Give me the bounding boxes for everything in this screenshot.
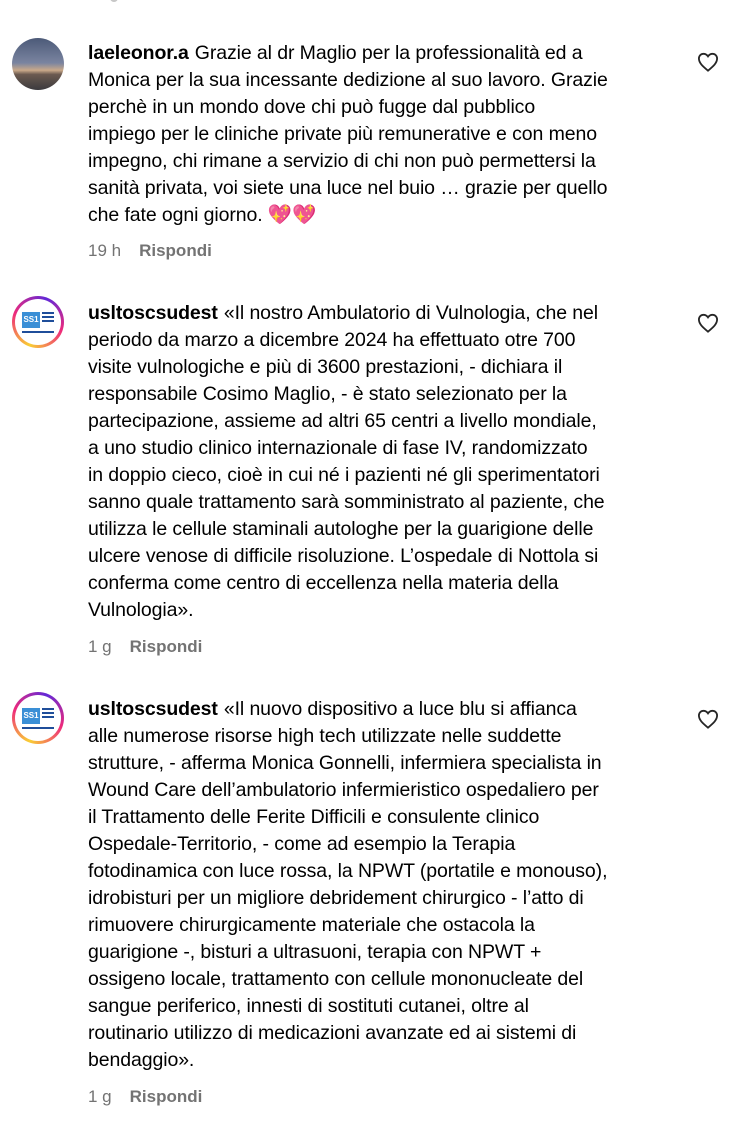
comment-body bbox=[88, 696, 683, 1074]
avatar[interactable] bbox=[12, 38, 64, 90]
comment-timestamp: 1 g bbox=[88, 1087, 112, 1106]
comment-body bbox=[88, 40, 683, 229]
comment-meta bbox=[88, 241, 212, 261]
comment-timestamp: 1 g bbox=[88, 637, 112, 656]
scroll-remnant-dot bbox=[110, 0, 118, 2]
comment-text: Grazie al dr Maglio per la professionalità ed a Monica per la sua incessante dedizione al suo lavoro. Grazie perchè in un mondo dove chi può fugge dal pubblico impiego per le cliniche private più remunerative e con meno impegno, chi rimane a servizio di chi non può permettersi la sanità privata, voi siete una luce nel buio … grazie per quello che fate ogni giorno. 💖💖 bbox=[88, 42, 608, 226]
comment-text: «Il nostro Ambulatorio di Vulnologia, che nel periodo da marzo a dicembre 2024 ha effettuato otre 700 visite vulnologiche e più di 3600 prestazioni, - dichiara il responsabile Cosimo Maglio, - è stato selezionato per la partecipazione, assieme ad altri 65 centri a livello mondiale, a uno studio clinico internazionale di fase IV, randomizzato in doppio cieco, cioè in cui né i pazienti né gli sperimentatori sanno quale trattamento sarà somministrato al paziente, che utilizza le cellule staminali autologhe per la guarigione delle ulcere venose di difficile risoluzione. L’ospedale di Nottola si conferma come centro di eccellenza nella materia della Vulnologia». bbox=[88, 302, 605, 621]
comment-meta bbox=[88, 1087, 202, 1107]
reply-button[interactable]: Rispondi bbox=[139, 241, 212, 260]
comment-username[interactable]: usltoscsudest bbox=[88, 302, 218, 324]
avatar[interactable] bbox=[12, 692, 64, 744]
heart-icon[interactable] bbox=[697, 313, 719, 333]
comment-username[interactable]: usltoscsudest bbox=[88, 698, 218, 720]
comment-body bbox=[88, 300, 683, 624]
logo-icon: SS1 bbox=[18, 698, 58, 738]
heart-icon[interactable] bbox=[697, 709, 719, 729]
avatar[interactable] bbox=[12, 296, 64, 348]
comment-username[interactable]: laeleonor.a bbox=[88, 42, 189, 64]
heart-icon[interactable] bbox=[697, 52, 719, 72]
comment-text: «Il nuovo dispositivo a luce blu si affianca alle numerose risorse high tech utilizzate nelle suddette strutture, - afferma Monica Gonnelli, infermiera specialista in Wound Care dell’ambulatorio infermieristico ospedaliero per il Trattamento delle Ferite Difficili e consulente clinico Ospedale-Territorio, - come ad esempio la Terapia fotodinamica con luce rossa, la NPWT (portatile e monouso), idrobisturi per un migliore debridement chirurgico - l’atto di rimuovere chirurgicamente materiale che ostacola la guarigione -, bisturi a ultrasuoni, terapia con NPWT + ossigeno locale, trattamento con cellule mononucleate del sangue periferico, innesti di sostituti cutanei, oltre al routinario utilizzo di medicazioni avanzate ed ai sistemi di bendaggio». bbox=[88, 698, 608, 1071]
comment-meta bbox=[88, 637, 202, 657]
reply-button[interactable]: Rispondi bbox=[129, 637, 203, 656]
reply-button[interactable]: Rispondi bbox=[129, 1087, 203, 1106]
logo-icon: SS1 bbox=[18, 302, 58, 342]
comment-timestamp: 19 h bbox=[88, 241, 122, 260]
